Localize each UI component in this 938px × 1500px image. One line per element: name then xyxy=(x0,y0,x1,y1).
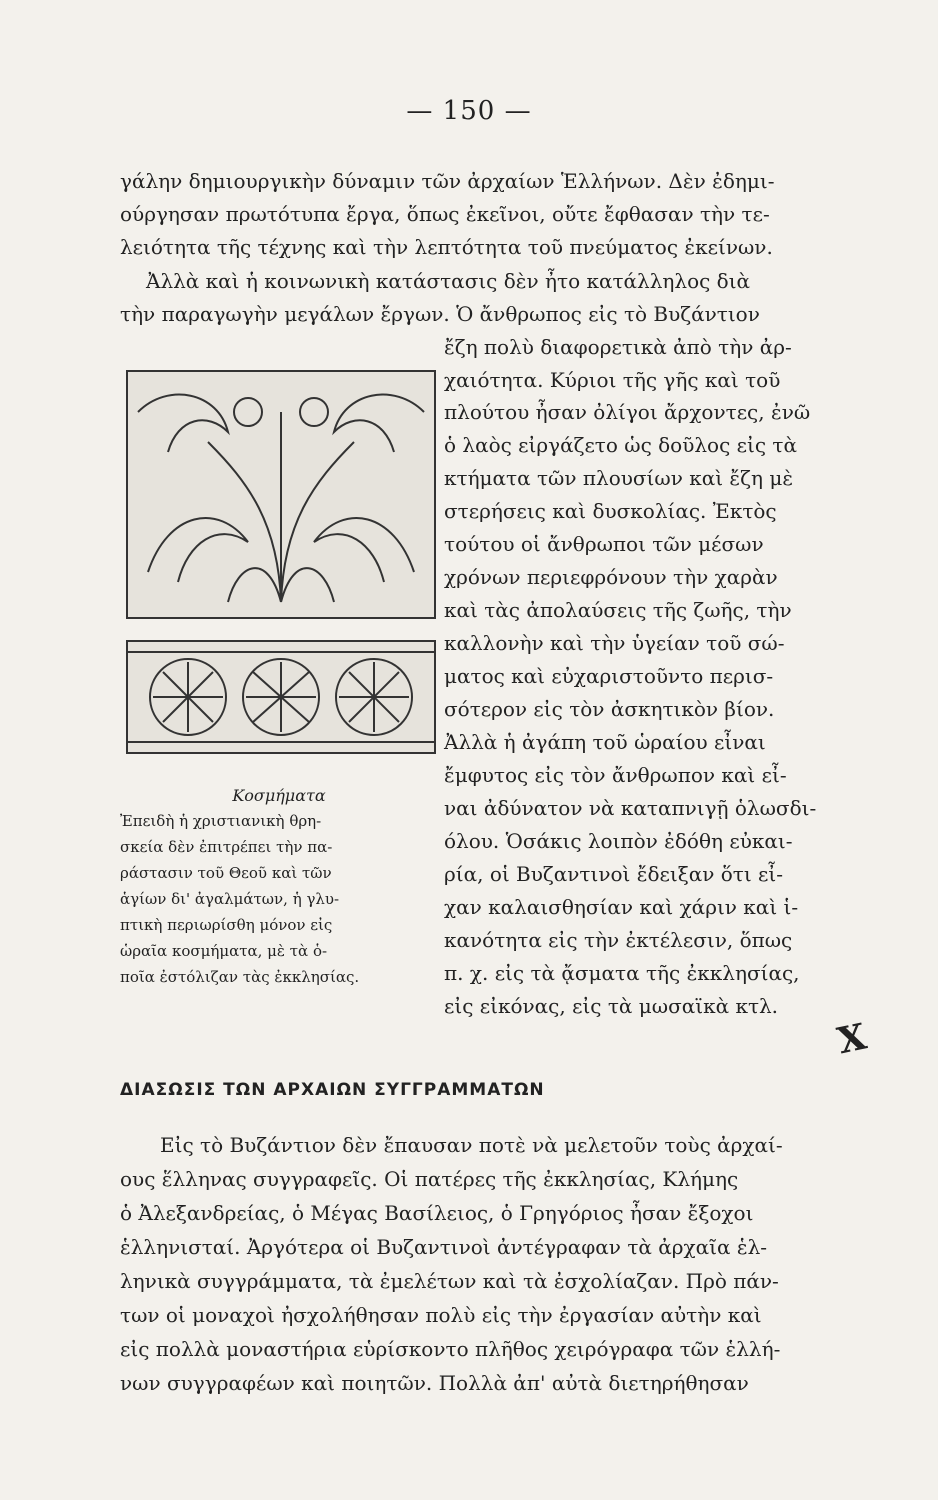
text-line: Ἀλλὰ ἡ ἀγάπη τοῦ ὡραίου εἶναι xyxy=(444,730,766,754)
text-line: π. χ. εἰς τὰ ᾄσματα τῆς ἐκκλησίας, xyxy=(444,961,800,985)
text-line: ους ἕλληνας συγγραφεῖς. Οἱ πατέρες τῆς ἐκκλησίας, Κλήμης xyxy=(120,1167,739,1191)
text-line: ματος καὶ εὐχαριστοῦντο περισ- xyxy=(444,664,774,688)
text-line: γάλην δημιουργικὴν δύναμιν τῶν ἀρχαίων Ἑλλήνων. Δὲν ἐδημι- xyxy=(120,169,775,193)
caption-line: ράστασιν τοῦ Θεοῦ καὶ τῶν xyxy=(120,864,332,882)
caption-title: Κοσμήματα xyxy=(232,786,326,805)
text-line: καὶ τὰς ἀπολαύσεις τῆς ζωῆς, τὴν xyxy=(444,598,792,622)
section-heading: ΔΙΑΣΩΣΙΣ ΤΩΝ ΑΡΧΑΙΩΝ ΣΥΓΓΡΑΜΜΑΤΩΝ xyxy=(120,1080,545,1100)
text-line: Εἰς τὸ Βυζάντιον δὲν ἔπαυσαν ποτὲ νὰ μελετοῦν τοὺς ἀρχαί- xyxy=(160,1133,783,1157)
text-line: καλλονὴν καὶ τὴν ὑγείαν τοῦ σώ- xyxy=(444,631,785,655)
caption-line: ἁγίων δι' ἀγαλμάτων, ἡ γλυ- xyxy=(120,890,340,908)
caption-line: σκεία δὲν ἐπιτρέπει τὴν πα- xyxy=(120,838,333,856)
ornament-capital-image xyxy=(126,370,436,619)
text-line: τούτου οἱ ἄνθρωποι τῶν μέσων xyxy=(444,532,764,556)
text-line: στερήσεις καὶ δυσκολίας. Ἐκτὸς xyxy=(444,499,777,523)
text-line: ούργησαν πρωτότυπα ἔργα, ὅπως ἐκεῖνοι, οὔτε ἔφθασαν τὴν τε- xyxy=(120,202,770,226)
text-line: χρόνων περιεφρόνουν τὴν χαρὰν xyxy=(444,565,778,589)
text-line: ρία, οἱ Βυζαντινοὶ ἔδειξαν ὅτι εἶ- xyxy=(444,862,784,886)
page-number: — 150 — xyxy=(406,96,532,126)
text-line: ἔμφυτος εἰς τὸν ἄνθρωπον καὶ εἶ- xyxy=(444,763,787,787)
text-line: όλου. Ὁσάκις λοιπὸν ἐδόθη εὐκαι- xyxy=(444,829,793,853)
caption-line: πτικὴ περιωρίσθη μόνον εἰς xyxy=(120,916,333,934)
text-line: λειότητα τῆς τέχνης καὶ τὴν λεπτότητα τοῦ πνεύματος ἐκείνων. xyxy=(120,235,773,259)
text-line: εἰς πολλὰ μοναστήρια εὑρίσκοντο πλῆθος χειρόγραφα τῶν ἑλλή- xyxy=(120,1337,781,1361)
text-line: ὁ λαὸς εἰργάζετο ὡς δοῦλος εἰς τὰ xyxy=(444,433,797,457)
text-line: εἰς εἰκόνας, εἰς τὰ μωσαϊκὰ κτλ. xyxy=(444,994,779,1018)
text-line: ληνικὰ συγγράμματα, τὰ ἐμελέτων καὶ τὰ ἐσχολίαζαν. Πρὸ πάν- xyxy=(120,1269,779,1293)
text-line: σότερον εἰς τὸν ἀσκητικὸν βίον. xyxy=(444,697,775,721)
text-line: ὁ Ἀλεξανδρείας, ὁ Μέγας Βασίλειος, ὁ Γρηγόριος ἦσαν ἔξοχοι xyxy=(120,1201,754,1225)
caption-line: Ἐπειδὴ ἡ χριστιανικὴ θρη- xyxy=(120,812,322,830)
text-line: ἑλληνισταί. Ἀργότερα οἱ Βυζαντινοὶ ἀντέγραφαν τὰ ἀρχαῖα ἑλ- xyxy=(120,1235,768,1259)
text-line: τὴν παραγωγὴν μεγάλων ἔργων. Ὁ ἄνθρωπος εἰς τὸ Βυζάντιον xyxy=(120,302,760,326)
text-line: πλούτου ἦσαν ὀλίγοι ἄρχοντες, ἐνῶ xyxy=(444,400,811,424)
ornament-frieze-image xyxy=(126,640,436,754)
text-line: κανότητα εἰς τὴν ἐκτέλεσιν, ὅπως xyxy=(444,928,793,952)
caption-line: ὡραῖα κοσμήματα, μὲ τὰ ὁ- xyxy=(120,942,328,960)
caption-line: ποῖα ἐστόλιζαν τὰς ἐκκλησίας. xyxy=(120,968,360,986)
text-line: των οἱ μοναχοὶ ἠσχολήθησαν πολὺ εἰς τὴν ἐργασίαν αὐτὴν καὶ xyxy=(120,1303,762,1327)
text-line: Ἀλλὰ καὶ ἡ κοινωνικὴ κατάστασις δὲν ἦτο κατάλληλος διὰ xyxy=(146,269,751,293)
text-line: ναι ἀδύνατον νὰ καταπνιγῇ ὁλωσδι- xyxy=(444,796,817,820)
text-line: ἔζη πολὺ διαφορετικὰ ἀπὸ τὴν ἀρ- xyxy=(444,335,792,359)
text-line: χαιότητα. Κύριοι τῆς γῆς καὶ τοῦ xyxy=(444,368,781,392)
text-line: νων συγγραφέων καὶ ποιητῶν. Πολλὰ ἀπ' αὐτὰ διετηρήθησαν xyxy=(120,1371,749,1395)
text-line: χαν καλαισθησίαν καὶ χάριν καὶ ἱ- xyxy=(444,895,799,919)
handwritten-mark: X xyxy=(833,1015,870,1063)
text-line: κτήματα τῶν πλουσίων καὶ ἔζη μὲ xyxy=(444,466,794,490)
